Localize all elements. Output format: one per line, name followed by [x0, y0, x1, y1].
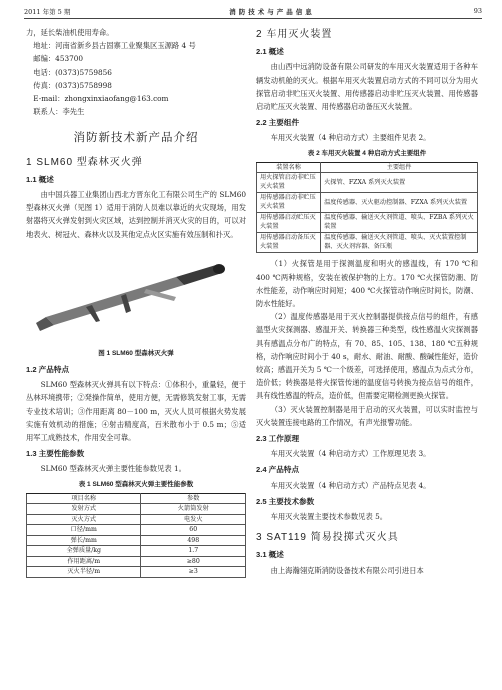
table1-header-item: 项目名称 [27, 493, 141, 504]
heading-2-1: 2.1 概述 [256, 47, 284, 57]
table-cell: 灭火方式 [27, 514, 141, 525]
table-cell: 用传感器启动备压灭火装置 [257, 233, 321, 253]
paragraph-overview: 由中国兵器工业集团山西北方晋东化工有限公司生产的 SLM60 型森林灭火弹（见图 1）适用于消防人员难以靠近的火灾现场，用发射器将灭火弹发射到火灾区域，达到控制并消灭火灾的目的，可以对地表火、树冠火、森林火以及其他定点火区实施有效压制和扑灭。 [26, 190, 246, 239]
table-row [27, 546, 246, 557]
table1-header-param: 参数 [141, 493, 246, 504]
table-cell: 火探管、FZXA 系列灭火装置 [321, 173, 478, 193]
table-cell: 温度传感器、输送灭火剂管道、喷头、FZBA 系列灭火装置 [321, 213, 478, 233]
heading-1-1: 1.1 概述 [26, 174, 54, 184]
table-cell: ≥3 [141, 567, 246, 578]
heading-1-2: 1.2 产品特点 [26, 365, 70, 375]
table-cell: 发射方式 [27, 504, 141, 515]
issue-label: 2011 年第 5 期 [24, 7, 71, 16]
table-row [257, 193, 478, 213]
paragraph-temp-sensor: （2）温度传感器是用于灭火控制器提供接点信号的组件，有感温型火灾探测器、感温开关、转换器三种类型，线性感温火灾探测器具有感温点分布广的特点，有 70、85、105、138、180 ℃五种规格，动作响应时间小于 40 s，耐水、耐油、耐酸、酸碱性能好，造价较高；感温开关为 5 ℃一个级差，可选择使用，感温点为点式分布，造价低；转换器是将火探管传递的温度信号转换为接点信号的组件，具有线性感温的特点，造价低，但需要定期检测更换火探管。 [256, 312, 478, 401]
table-cell: 1.7 [141, 546, 246, 557]
table-cell: ≥80 [141, 556, 246, 567]
contact-person: 联系人：李先生 [33, 107, 85, 117]
left-column [26, 26, 246, 578]
table2-header-device: 装置名称 [257, 162, 321, 173]
page-header [24, 4, 482, 19]
paragraph-product-features: 车用灭火装置（4 种启动方式）产品特点见表 4。 [270, 480, 431, 490]
table-cell: 498 [141, 535, 246, 546]
contact-phone: 电话：(0373)5759856 [33, 67, 112, 77]
contact-fax: 传真：(0373)5758998 [33, 80, 112, 90]
heading-2: 2 车用灭火装置 [256, 29, 333, 40]
paragraph-sat119: 由上海瀚翎克斯消防设备技术有限公司引进日本 [270, 565, 424, 575]
paragraph-tech-params: 车用灭火装置主要技术参数见表 5。 [270, 511, 388, 521]
table-cell: 用传感器启动非贮压灭火装置 [257, 193, 321, 213]
extinguisher-bomb-image [26, 247, 246, 343]
heading-3-1: 3.1 概述 [256, 550, 284, 560]
table-1 [26, 493, 246, 578]
section-title: 消防新技术新产品介绍 [73, 132, 199, 145]
table-row [27, 567, 246, 578]
table-row [27, 556, 246, 567]
contact-email[interactable]: E-mail：zhongxinxiaofang@163.com [33, 94, 169, 104]
contact-address: 地址：河南省新乡县古固寨工业聚集区玉源路 4 号 [33, 41, 196, 51]
table-row [27, 525, 246, 536]
paragraph-principle: 车用灭火装置（4 种启动方式）工作原理见表 3。 [270, 449, 431, 459]
table-cell: 用火探管启动非贮压灭火装置 [257, 173, 321, 193]
journal-name: 消防技术与产品信息 [229, 8, 315, 16]
table-cell: 电发火 [141, 514, 246, 525]
paragraph-fire-tube: （1）火探管是用于探测温度和明火的感温线，有 170 ℃和 400 ℃两种规格，安装在被保护物的上方。170 ℃火探管防潮、防水性能差，动作响应时间短；400 ℃火探管动作响应时间长，防潮、防水性能好。 [256, 259, 478, 308]
table2-header-components: 主要组件 [321, 162, 478, 173]
heading-3: 3 SAT119 简易投掷式灭火具 [256, 532, 399, 544]
page-number: 93 [473, 7, 482, 15]
contact-block [26, 39, 246, 118]
table-row [257, 173, 478, 193]
heading-1: 1 SLM60 型森林灭火弹 [26, 156, 143, 168]
table-cell: 60 [141, 525, 246, 536]
table-row [257, 233, 478, 253]
table-row [27, 514, 246, 525]
heading-2-2: 2.2 主要组件 [256, 118, 300, 128]
table-cell: 弹长/mm [27, 535, 141, 546]
table1-caption: 表 1 SLM60 型森林灭火弹主要性能参数 [78, 480, 194, 488]
figure-caption: 图 1 SLM60 型森林灭火弹 [98, 349, 174, 357]
paragraph-controller: （3）灭火装置控制器是用于启动的灭火装置，可以实时监控与灭火装置连接电路的工作情况，有声光报警功能。 [256, 404, 478, 427]
paragraph-params: SLM60 型森林灭火弹主要性能参数见表 1。 [40, 464, 186, 474]
paragraph-components: 车用灭火装置（4 种启动方式）主要组件见表 2。 [270, 133, 431, 143]
paragraph-features: SLM60 型森林灭火弹具有以下特点：①体积小，重量轻，便于丛林环境携带；②発操作简单，使用方便，无需修筑发射工事，无需专业技术培训；③作用距离 80－100 m，灭火人员可根据火势发展实施有效机动的措施；④射击精度高，百米散布小于 0.5 m；⑤适用军工成熟技术，作用安全可靠。 [26, 380, 246, 443]
heading-1-3: 1.3 主要性能参数 [26, 449, 85, 459]
right-column [256, 26, 478, 577]
table-row [27, 535, 246, 546]
table-cell: 温度传感器、输送灭火剂管道、喷头、灭火装置控制器、灭火剂容器、备压瓶 [321, 233, 478, 253]
table-cell: 口径/mm [27, 525, 141, 536]
table-cell: 温度传感器、灭火驱动控制器、FZXA 系列灭火装置 [321, 193, 478, 213]
table-cell: 火箭筒发射 [141, 504, 246, 515]
table-2 [256, 162, 478, 254]
table-cell: 用传感器启动贮压灭火装置 [257, 213, 321, 233]
table-row [27, 504, 246, 515]
intro-text: 力，延长柴油机使用寿命。 [26, 28, 114, 37]
heading-2-3: 2.3 工作原理 [256, 433, 300, 443]
table-row [257, 213, 478, 233]
table-cell: 全弹质量/kg [27, 546, 141, 557]
table-cell: 作用距离/m [27, 556, 141, 567]
figure-fire-extinguisher-bomb [26, 247, 246, 343]
heading-2-5: 2.5 主要技术参数 [256, 496, 315, 506]
heading-2-4: 2.4 产品特点 [256, 465, 300, 475]
table2-caption: 表 2 车用灭火装置 4 种启动方式主要组件 [307, 149, 427, 157]
contact-postcode: 邮编：453700 [33, 54, 84, 64]
table-cell: 灭火半径/m [27, 567, 141, 578]
paragraph-vehicle-overview: 由山西中远消防设备有限公司研发的车用灭火装置适用于各种车辆发动机舱的灭火。根据车用灭火装置启动方式的不同可以分为用火探管启动非贮压灭火装置、用传感器启动非贮压灭火装置、用传感器启动贮压灭火装置、用传感器启动备压灭火装置。 [256, 62, 478, 112]
